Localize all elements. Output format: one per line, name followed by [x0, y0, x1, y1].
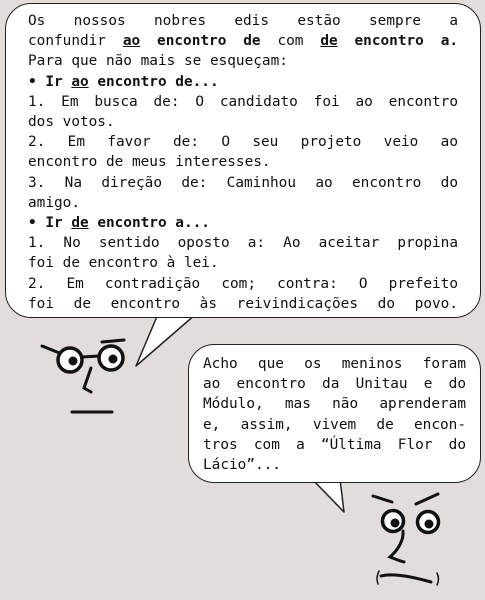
text-segment: amigo. [28, 194, 80, 211]
bold-text: encontro de... [88, 73, 219, 90]
bold-text: • Ir [28, 73, 72, 90]
bold-text: • Ir [28, 215, 72, 232]
eyebrow-right [416, 494, 438, 504]
text-segment: Para que não mais se esqueçam: [28, 53, 288, 70]
text-segment: 1. No sentido oposto a: Ao aceitar propina [28, 235, 458, 252]
text-line [28, 11, 458, 31]
underlined-text: de [71, 215, 89, 232]
text-segment: encontro de meus interesses. [28, 154, 271, 171]
text-line [28, 51, 458, 71]
text-line [203, 455, 466, 475]
text-segment: confundir [28, 33, 123, 50]
text-segment: com [260, 33, 321, 50]
nose [390, 531, 404, 562]
underlined-text: de [320, 33, 338, 50]
text-line [28, 294, 458, 314]
text-line [28, 72, 458, 92]
text-segment: foi de encontro às reivindicações do povo. [28, 295, 458, 312]
underlined-text: ao [71, 73, 89, 90]
speech-bubble-top [5, 3, 481, 318]
text-segment: dos votos. [28, 114, 115, 131]
eyebrow-right [102, 340, 124, 342]
text-line [28, 92, 458, 112]
chin-left [377, 571, 379, 584]
eyebrow-left [373, 496, 392, 502]
text-segment: e, assim, vivem de encon- [203, 416, 466, 433]
text-segment: tros com a “Última Flor do [203, 436, 466, 453]
text-segment: Acho que os meninos foram [203, 356, 466, 372]
chin-right [437, 573, 439, 585]
text-segment: 2. Em contradição com; contra: O prefeito [28, 275, 458, 292]
text-line [28, 132, 458, 152]
text-segment: Lácio”... [203, 457, 281, 474]
text-segment: Módulo, mas não aprenderam [203, 396, 466, 413]
speech-tail-top [136, 314, 196, 366]
text-segment: 3. Na direção de: Caminhou ao encontro do [28, 174, 458, 191]
text-line [28, 112, 458, 132]
text-segment: 1. Em busca de: O candidato foi ao encontro [28, 93, 458, 110]
text-line [203, 435, 466, 455]
nose [84, 368, 91, 392]
text-line [203, 354, 466, 374]
glasses-bridge [82, 356, 99, 357]
text-line [28, 233, 458, 253]
speech-bubble-bottom [188, 344, 481, 483]
mouth [381, 575, 431, 582]
bold-text: encontro a... [88, 215, 210, 232]
underlined-text: ao [122, 33, 141, 50]
text-line [28, 31, 458, 51]
text-line [28, 193, 458, 213]
text-line [203, 415, 466, 435]
bold-text: encontro a. [337, 33, 459, 50]
text-segment: Os nossos nobres edis estão sempre a [28, 13, 458, 29]
text-line [203, 374, 466, 394]
speech-text-bottom [203, 354, 466, 475]
text-line [28, 213, 458, 233]
text-segment: ao encontro da Unitau e do [203, 376, 466, 393]
bold-text: encontro de [140, 33, 261, 50]
text-line [203, 394, 466, 414]
character-right [373, 494, 439, 585]
text-line [28, 274, 458, 294]
character-left [42, 340, 124, 412]
speech-text-top [28, 11, 458, 314]
speech-tail-bottom [312, 479, 344, 512]
text-line [28, 173, 458, 193]
text-segment: 2. Em favor de: O seu projeto veio ao [28, 134, 458, 151]
text-line [28, 253, 458, 273]
text-line [28, 152, 458, 172]
text-segment: foi de encontro à lei. [28, 255, 219, 272]
